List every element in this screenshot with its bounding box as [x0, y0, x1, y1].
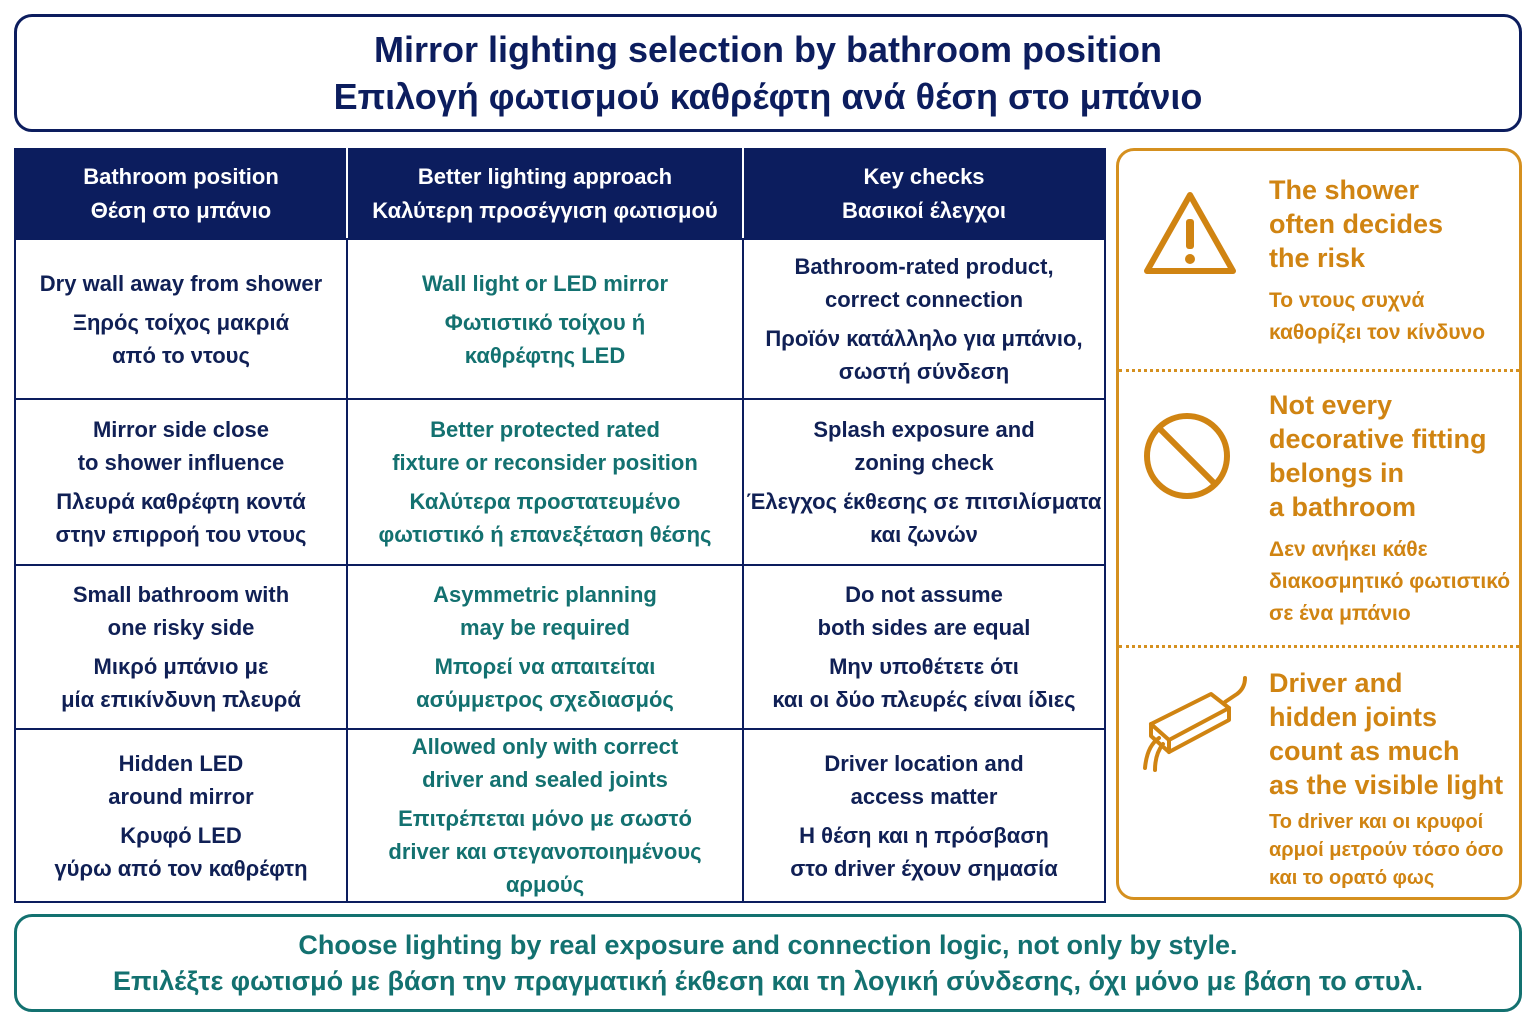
cell-text-gr: Φωτιστικό τοίχου ή καθρέφτης LED — [444, 309, 646, 368]
cell-text-gr: Μπορεί να απαιτείται ασύμμετρος σχεδιασμός — [416, 654, 674, 712]
warning-heading-en: The shower often decides the risk — [1269, 175, 1444, 273]
cell-checks — [743, 565, 1105, 729]
cell-text-en: Wall light or LED mirror — [421, 270, 669, 296]
cell-text-gr: Μικρό μπάνιο με μία επικίνδυνη πλευρά — [61, 654, 301, 712]
cell-text-en: Do not assume both sides are equal — [817, 582, 1031, 640]
title-greek: Επιλογή φωτισμού καθρέφτη ανά θέση στο μπάνιο — [333, 76, 1203, 117]
cell-position — [15, 239, 347, 399]
table-row — [15, 729, 1105, 902]
warning-body-gr: Το driver και οι κρυφοί αρμοί μετρούν τόσο όσο και το ορατό φως — [1269, 811, 1504, 889]
led-driver-icon — [1141, 672, 1251, 776]
header-label-en: Key checks — [863, 164, 985, 189]
cell-checks — [743, 239, 1105, 399]
cell-text-gr: Μην υποθέτετε ότι και οι δύο πλευρές είναι ίδιες — [772, 654, 1076, 712]
cell-checks — [743, 399, 1105, 565]
cell-text-en: Mirror side close to shower influence — [77, 417, 285, 475]
warning-text — [1269, 666, 1511, 892]
title-banner — [14, 14, 1522, 132]
table-row — [15, 399, 1105, 565]
cell-approach — [347, 399, 743, 565]
cell-position — [15, 399, 347, 565]
cell-text-en: Driver location and access matter — [824, 750, 1024, 809]
warning-heading-en: Not every decorative fitting belongs in a bathroom — [1269, 390, 1487, 522]
header-label-en: Better lighting approach — [417, 164, 673, 189]
warnings-panel — [1116, 148, 1522, 900]
cell-text-gr: Έλεγχος έκθεσης σε πιτσιλίσματα και ζωνών — [746, 489, 1102, 547]
cell-text-en: Better protected rated fixture or reconsider position — [392, 417, 698, 475]
warning-body-gr: Το ντους συχνά καθορίζει τον κίνδυνο — [1269, 289, 1486, 344]
cell-approach — [347, 729, 743, 902]
cell-text-gr: Επιτρέπεται μόνο με σωστό driver και στεγανοποιημένους αρμούς — [388, 806, 702, 897]
lighting-table — [14, 148, 1106, 903]
cell-checks — [743, 729, 1105, 902]
footer-greek: Επιλέξτε φωτισμό με βάση την πραγματική έκθεση και τη λογική σύνδεσης, όχι μόνο με βάση το στυλ. — [112, 966, 1423, 996]
title-english: Mirror lighting selection by bathroom position — [373, 29, 1162, 70]
cell-approach — [347, 239, 743, 399]
cell-text-en: Splash exposure and zoning check — [813, 417, 1035, 475]
cell-text-gr: Η θέση και η πρόσβαση στο driver έχουν σημασία — [790, 822, 1058, 881]
header-label-en: Bathroom position — [83, 164, 279, 189]
header-bathroom-position — [15, 149, 347, 239]
footer-english: Choose lighting by real exposure and connection logic, not only by style. — [298, 930, 1238, 960]
warning-driver — [1119, 645, 1519, 900]
cell-text-en: Hidden LED around mirror — [108, 750, 254, 809]
cell-text-en: Allowed only with correct driver and sealed joints — [411, 734, 679, 792]
cell-position — [15, 565, 347, 729]
warning-text — [1269, 173, 1511, 349]
header-key-checks — [743, 149, 1105, 239]
table-row — [15, 239, 1105, 399]
cell-text-en: Small bathroom with one risky side — [72, 582, 290, 640]
cell-text-en: Bathroom-rated product, correct connection — [794, 254, 1054, 312]
cell-text-gr: Καλύτερα προστατευμένο φωτιστικό ή επανεξέταση θέσης — [378, 489, 712, 547]
header-label-gr: Καλύτερη προσέγγιση φωτισμού — [372, 198, 718, 223]
prohibited-icon — [1141, 410, 1233, 502]
warning-text — [1269, 388, 1511, 630]
cell-text-gr: Πλευρά καθρέφτη κοντά στην επιρροή του ντους — [55, 489, 307, 547]
cell-text-gr: Προϊόν κατάλληλο για μπάνιο, σωστή σύνδεση — [765, 326, 1083, 384]
cell-position — [15, 729, 347, 902]
warning-body-gr: Δεν ανήκει κάθε διακοσμητικό φωτιστικό σε ένα μπάνιο — [1269, 538, 1511, 625]
cell-text-gr: Κρυφό LED γύρω από τον καθρέφτη — [54, 822, 308, 881]
table-header-row — [15, 149, 1105, 239]
warning-heading-en: Driver and hidden joints count as much as the visible light — [1269, 668, 1504, 800]
warning-shower — [1119, 151, 1519, 369]
cell-approach — [347, 565, 743, 729]
header-lighting-approach — [347, 149, 743, 239]
cell-text-en: Dry wall away from shower — [39, 270, 323, 296]
header-label-gr: Θέση στο μπάνιο — [90, 198, 272, 223]
footer-banner — [14, 914, 1522, 1012]
warning-triangle-icon — [1141, 189, 1239, 277]
cell-text-gr: Ξηρός τοίχος μακριά από το ντους — [72, 309, 290, 368]
table-row — [15, 565, 1105, 729]
header-label-gr: Βασικοί έλεγχοι — [841, 198, 1007, 223]
warning-decorative — [1119, 369, 1519, 645]
cell-text-en: Asymmetric planning may be required — [433, 582, 657, 640]
